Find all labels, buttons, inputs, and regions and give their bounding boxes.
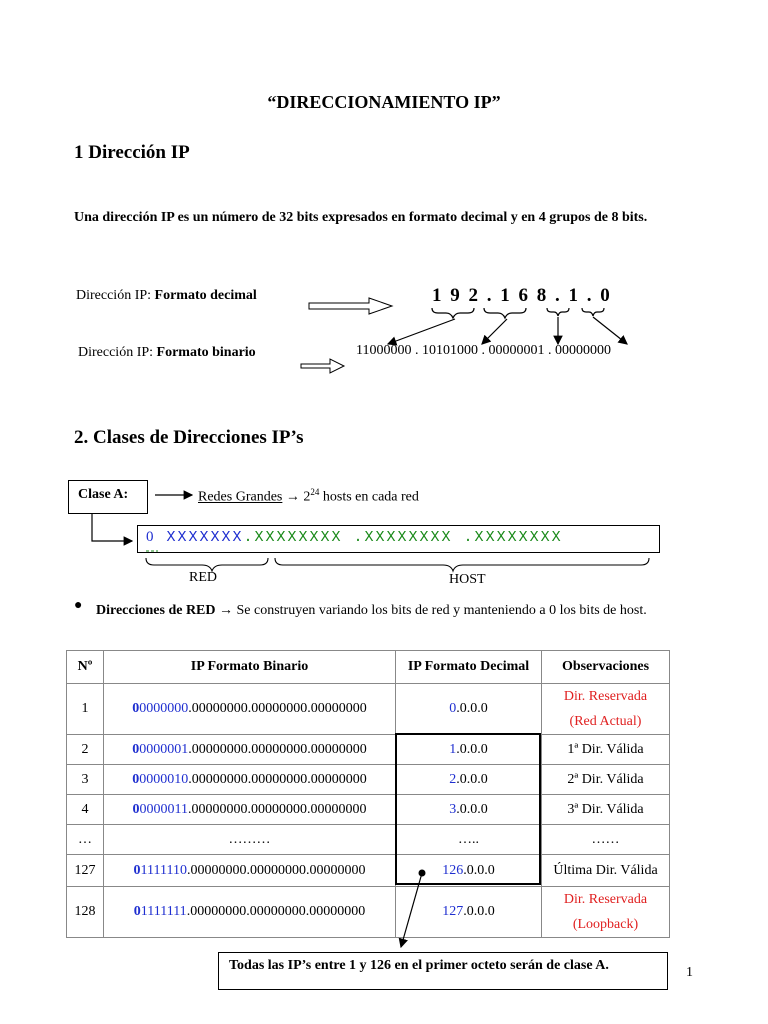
arrow-clase-bits: [92, 514, 132, 541]
cell-binary: 00000011.00000000.00000000.00000000: [104, 795, 396, 825]
cell-binary: 00000010.00000000.00000000.00000000: [104, 765, 396, 795]
cell-decimal: 1.0.0.0: [396, 735, 542, 765]
section1-heading: 1 Dirección IP: [74, 142, 190, 163]
hollow-arrow-decimal: [309, 298, 392, 314]
cell-observaciones: 1ª Dir. Válida: [542, 735, 670, 765]
section1-paragraph: Una dirección IP es un número de 32 bits expresados en formato decimal y en 4 grupos de 8 bits.: [74, 210, 648, 225]
cell-n: 128: [67, 887, 104, 938]
page-number: 1: [686, 965, 693, 980]
bullet-text: Direcciones de RED → Se construyen variando los bits de red y manteniendo a 0 los bits de host.: [96, 603, 647, 618]
hollow-arrow-binary: [301, 359, 344, 373]
document-title: “DIRECCIONAMIENTO IP”: [267, 92, 501, 112]
cell-binary: ………: [104, 825, 396, 855]
cell-observaciones: Dir. Reservada (Loopback): [542, 887, 670, 938]
bullet-icon: ●: [74, 598, 83, 613]
bits-pattern: 0 XXXXXXX.XXXXXXXX .XXXXXXXX .XXXXXXXX: [146, 529, 563, 546]
ip-binary: 11000000 . 10101000 . 00000001 . 00000000: [356, 343, 611, 358]
cell-n: 3: [67, 765, 104, 795]
arrow-octet-2: [482, 319, 507, 344]
brace-4: [582, 308, 604, 316]
cell-binary: 01111110.00000000.00000000.00000000: [104, 855, 396, 887]
brace-1: [432, 308, 474, 318]
host-label: HOST: [449, 572, 486, 587]
cell-observaciones: Dir. Reservada (Red Actual): [542, 684, 670, 735]
cell-binary: 00000001.00000000.00000000.00000000: [104, 735, 396, 765]
note-box: Todas las IP’s entre 1 y 126 en el primer octeto serán de clase A.: [218, 952, 668, 990]
cell-n: …: [67, 825, 104, 855]
cell-observaciones: ……: [542, 825, 670, 855]
cell-decimal: 2.0.0.0: [396, 765, 542, 795]
header-n: Nº: [67, 651, 104, 684]
cell-decimal: …..: [396, 825, 542, 855]
cell-decimal: 126.0.0.0: [396, 855, 542, 887]
header-binary: IP Formato Binario: [104, 651, 396, 684]
red-label: RED: [189, 570, 217, 585]
label-binary-format: Dirección IP: Formato binario: [78, 345, 256, 360]
header-decimal: IP Formato Decimal: [396, 651, 542, 684]
cell-observaciones: 3ª Dir. Válida: [542, 795, 670, 825]
ip-decimal: 1 9 2 . 1 6 8 . 1 . 0: [432, 285, 612, 306]
label-decimal-format: Dirección IP: Formato decimal: [76, 288, 257, 303]
section2-heading: 2. Clases de Direcciones IP’s: [74, 427, 304, 448]
cell-binary: 01111111.00000000.00000000.00000000: [104, 887, 396, 938]
cell-binary: 00000000.00000000.00000000.00000000: [104, 684, 396, 735]
cell-n: 4: [67, 795, 104, 825]
cell-n: 2: [67, 735, 104, 765]
cell-observaciones: 2ª Dir. Válida: [542, 765, 670, 795]
arrow-octet-1: [388, 319, 455, 344]
header-observaciones: Observaciones: [542, 651, 670, 684]
cell-n: 1: [67, 684, 104, 735]
cell-n: 127: [67, 855, 104, 887]
brace-host: [275, 558, 649, 571]
cell-decimal: 127.0.0.0: [396, 887, 542, 938]
clase-a-box: Clase A:: [68, 480, 148, 514]
redes-grandes-text: Redes Grandes → $2^{24}$ hosts en cada red: [198, 487, 419, 505]
cell-observaciones: Última Dir. Válida: [542, 855, 670, 887]
cell-decimal: 0.0.0.0: [396, 684, 542, 735]
brace-2: [484, 308, 526, 318]
arrow-octet-4: [593, 317, 627, 344]
brace-3: [547, 308, 569, 316]
brace-red: [146, 558, 268, 571]
pointer-arrow: [401, 873, 422, 947]
cell-decimal: 3.0.0.0: [396, 795, 542, 825]
